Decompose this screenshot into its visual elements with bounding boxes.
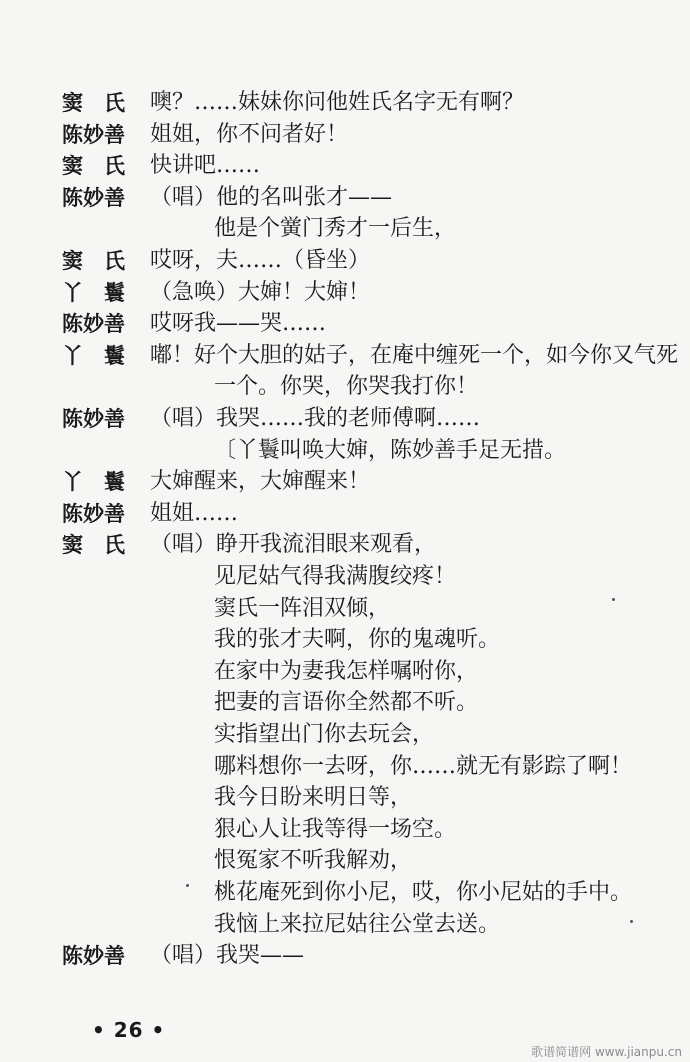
dialogue-line xyxy=(0,149,690,183)
dialogue-line xyxy=(0,307,690,341)
speaker-name: 陈妙善 xyxy=(62,407,125,431)
dialogue-line xyxy=(0,560,690,594)
speaker-name: 窦 氏 xyxy=(62,154,125,178)
speech-text: 嘟！好个大胆的姑子，在庵中缠死一个，如今你又气死 xyxy=(150,343,679,368)
dialogue-line xyxy=(0,655,690,689)
dialogue-line xyxy=(0,813,690,847)
speaker-name: 陈妙善 xyxy=(62,186,125,210)
speaker-name: 丫 鬟 xyxy=(62,470,125,494)
speech-text: 噢？……妹妹你问他姓氏名字无有啊？ xyxy=(150,90,525,115)
speaker-name: 陈妙善 xyxy=(62,502,125,526)
speaker-name: 陈妙善 xyxy=(62,944,125,968)
continuation-text: 他是个黉门秀才一后生， xyxy=(214,216,457,241)
dialogue-line xyxy=(0,276,690,310)
dialogue-line xyxy=(0,370,690,404)
watermark: 歌谱简谱网 www.jianpu.cn xyxy=(531,1045,682,1059)
continuation-text: 狠心人让我等得一场空。 xyxy=(214,817,457,842)
dialogue-line xyxy=(0,465,690,499)
speaker-name: 窦 氏 xyxy=(62,249,125,273)
dialogue-line xyxy=(0,497,690,531)
speaker-name: 窦 氏 xyxy=(62,533,125,557)
dialogue-line xyxy=(0,402,690,436)
speech-text: （唱）他的名叫张才—— xyxy=(150,185,393,210)
speech-text: 大婶醒来，大婶醒来！ xyxy=(150,469,371,494)
print-speck xyxy=(186,884,189,887)
dialogue-line xyxy=(0,118,690,152)
dialogue-line xyxy=(0,181,690,215)
continuation-text: 实指望出门你去玩会， xyxy=(214,722,435,747)
dialogue-line xyxy=(0,781,690,815)
dialogue-line xyxy=(0,434,690,468)
dialogue-line xyxy=(0,244,690,278)
speaker-name: 丫 鬟 xyxy=(62,344,125,368)
continuation-text: 恨冤家不听我解劝， xyxy=(214,848,413,873)
continuation-text: 哪料想你一去呀，你……就无有影踪了啊！ xyxy=(214,754,633,779)
dialogue-line xyxy=(0,939,690,973)
continuation-text: 我恼上来拉尼姑往公堂去送。 xyxy=(214,912,501,937)
print-speck xyxy=(630,920,633,923)
dialogue-line xyxy=(0,592,690,626)
dialogue-line xyxy=(0,876,690,910)
dialogue-line xyxy=(0,686,690,720)
speech-text: （唱）睁开我流泪眼来观看， xyxy=(150,532,437,557)
dialogue-line xyxy=(0,750,690,784)
speech-text: 哎呀我——哭…… xyxy=(150,311,327,336)
speech-text: （唱）我哭……我的老师傅啊…… xyxy=(150,406,481,431)
speech-text: 姐姐…… xyxy=(150,501,239,526)
speaker-name: 陈妙善 xyxy=(62,123,125,147)
continuation-text: 我今日盼来明日等， xyxy=(214,785,413,810)
speech-text: 哎呀，夫……（昏坐） xyxy=(150,248,371,273)
dialogue-line xyxy=(0,623,690,657)
page-number: • 26 • xyxy=(92,1018,166,1042)
continuation-text: 在家中为妻我怎样嘱咐你， xyxy=(214,659,479,684)
continuation-text: 见尼姑气得我满腹绞疼！ xyxy=(214,564,457,589)
print-speck xyxy=(612,598,615,601)
speech-text: （唱）我哭—— xyxy=(150,943,305,968)
dialogue-line xyxy=(0,339,690,373)
dialogue-line xyxy=(0,212,690,246)
continuation-text: 把妻的言语你全然都不听。 xyxy=(214,690,479,715)
speech-text: 快讲吧…… xyxy=(150,153,261,178)
speech-text: （急唤）大婶！大婶！ xyxy=(150,280,371,305)
continuation-text: 〔丫鬟叫唤大婶，陈妙善手足无措。 xyxy=(214,438,567,463)
continuation-text: 一个。你哭，你哭我打你！ xyxy=(214,374,479,399)
continuation-text: 窦氏一阵泪双倾， xyxy=(214,596,391,621)
dialogue-line xyxy=(0,844,690,878)
dialogue-line xyxy=(0,528,690,562)
dialogue-line xyxy=(0,86,690,120)
speaker-name: 陈妙善 xyxy=(62,312,125,336)
continuation-text: 桃花庵死到你小尼，哎，你小尼姑的手中。 xyxy=(214,880,633,905)
speaker-name: 丫 鬟 xyxy=(62,281,125,305)
dialogue-line xyxy=(0,718,690,752)
speech-text: 姐姐，你不问者好！ xyxy=(150,122,349,147)
speaker-name: 窦 氏 xyxy=(62,91,125,115)
dialogue-line xyxy=(0,908,690,942)
continuation-text: 我的张才夫啊，你的鬼魂听。 xyxy=(214,627,501,652)
